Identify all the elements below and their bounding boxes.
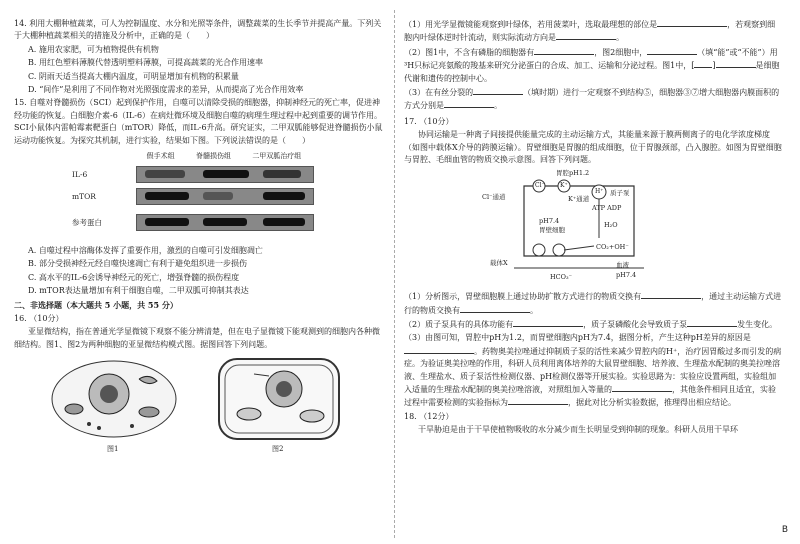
q17-part3-text-d: ，据此对比分析实验数据，推理得出相应结论。 — [568, 398, 736, 408]
diagram-k-ion: K⁺ — [560, 182, 568, 190]
q16-part1: （1）用光学显微镜能观察到叶绿体，若用菠菜叶，选取最理想的部位是 ，若观察到细胞内叶绿体逆时针流动，则实际流动方向是 。 — [404, 20, 776, 43]
band — [203, 192, 233, 200]
answer-blank[interactable] — [694, 59, 712, 68]
q14-option-a: A. 施用农家肥，可为植物提供有机物 — [28, 44, 159, 54]
answer-blank[interactable] — [534, 46, 594, 55]
blot-row-mtor: mTOR — [72, 191, 96, 201]
q15-stem: 15. 自噬对脊髓损伤（SCI）起到保护作用，自噬可以清除受损的细胞器，抑制神经元的死亡率，促进神经功能的恢复。白细胞介素-6（IL-6）在病灶微环境及细胞自噬的病理生理过程中起到重要的调节作用。SCI小鼠体内雷帕霉素靶蛋白（mTOR）降低，而IL-6升高。研究证实，二甲双胍能够促进脊髓损伤小鼠运动功能恢复。为探究其机制，进行实验，结果如下图。下列说法错误的是（ ） — [14, 98, 383, 145]
blot-strip-mtor — [136, 188, 314, 205]
q18-heading: 18. （12分） — [404, 411, 454, 421]
answer-blank[interactable] — [404, 345, 474, 354]
q17-part3: （3）由图可知，胃腔中pH为1.2，而胃壁细胞内pH为7.4，据图分析，产生这种pH差异的原因是。药物奥美拉唑通过抑制质子泵的活性来减少胃腔内的H⁺，治疗因胃酸过多而引发的病症。为验证奥美拉唑的作用，科研人员利用离体培养的大鼠胃壁细胞、培养液、生理盐水配制的奥美拉唑溶液、生理盐水、质子泵活性检测仪器、pH检测仪器等开展实验。实验思路为：实验应设置两组，实验组加入适量的生理盐水配制的奥美拉唑溶液，对照组加入等量的 ，其他条件相同且适宜，实验过程中需要检测的实验指标为 ，据此对比分析实验数据，推理得出相应结论。 — [404, 333, 782, 408]
column-divider — [394, 10, 395, 538]
q17-text: 协同运输是一种离子间接提供能量完成的主动运输方式，其能量来源于膜两侧离子的电化学浓度梯度（如图中载体X介导的跨膜运输）。胃壁细胞是胃腺的组成细胞，位于胃腺颈部，凸入腺腔。如图为胃壁细胞与胃腔、毛细血管的物质交换示意图。回答下列问题。 — [404, 130, 782, 164]
answer-blank[interactable] — [513, 318, 583, 327]
q17-part2-text-b: ，质子泵磷酸化会导致质子泵 — [583, 320, 688, 330]
q16-part2 — [404, 46, 782, 85]
right-column — [404, 18, 782, 438]
cell-figures — [14, 354, 384, 454]
q16-heading: 16. （10分） — [14, 313, 64, 323]
diagram-h2o: H₂O — [604, 221, 618, 230]
q16-part1-text: （1）用光学显微镜能观察到叶绿体，若用菠菜叶，选取最理想的部位是 — [404, 20, 658, 29]
blot-strip-reference — [136, 214, 314, 231]
page-letter: B — [781, 525, 788, 536]
q16-part2-text-c: （填“能”或“不能”）用³H只标记亮氨酸的羧基来研究分泌蛋白的合成、加工、运输和分泌过程。图1中，[ — [404, 47, 778, 71]
q16-part2-text-e: 是细胞代谢和遗传的控制中心。 — [404, 61, 780, 83]
blot-column-headers — [136, 151, 312, 162]
q14-option-d: D. “间作”是利用了不同作物对光照强度需求的差异，从而提高了光合作用效率 — [28, 84, 304, 94]
band — [263, 192, 305, 200]
diagram-cl-channel: Cl⁻通道 — [482, 193, 506, 202]
q17-part2-text-c: 发生变化。 — [737, 320, 778, 330]
blot-row-reference: 参考蛋白 — [72, 217, 102, 227]
answer-blank[interactable] — [716, 59, 756, 68]
diagram-co2: CO₂+OH⁻ — [596, 243, 629, 252]
q16-part2-text-d: ] — [712, 61, 716, 71]
diagram-cell-label: 胃壁细胞 — [539, 226, 565, 235]
q17-part1: （1）分析图示，胃壁细胞膜上通过协助扩散方式进行的物质交换有 ，通过主动运输方式进行的物质交换有 。 — [404, 292, 782, 315]
band — [145, 218, 189, 226]
diagram-cl-ion: Cl⁻ — [535, 182, 545, 190]
diagram-atp: ATP ADP — [592, 204, 622, 213]
answer-blank[interactable] — [473, 86, 523, 95]
q17-heading: 17. （10分） — [404, 116, 454, 126]
diagram-blood: 血液 — [616, 261, 629, 270]
blot-strip-il6 — [136, 166, 314, 183]
band — [145, 170, 185, 178]
diagram-proton-pump: 质子泵 — [610, 189, 630, 198]
blot-col-metformin: 二甲双胍治疗组 — [252, 151, 302, 160]
q16-part1-text-b: ，若观察到细胞内叶绿体逆时针流动，则实际流动方向是 — [404, 20, 776, 43]
diagram-ph-blood: pH7.4 — [616, 271, 637, 280]
diagram-hco3: HCO₃⁻ — [550, 273, 573, 282]
q15-option-d: D. mTOR表达量增加有利于细胞自噬，二甲双胍可抑制其表达 — [28, 286, 249, 296]
answer-blank[interactable] — [444, 99, 494, 108]
band — [263, 218, 305, 226]
q16-part3: （3）在有丝分裂的 （填时期）进行一定观察不到结构⑤，细胞器③⑦增大细胞器内膜面积的方式分别是 。 — [404, 87, 780, 111]
answer-blank[interactable] — [647, 46, 697, 55]
answer-blank[interactable] — [612, 383, 672, 392]
q16-part3-text: （3）在有丝分裂的 — [404, 87, 474, 97]
q14-option-b: B. 用红色塑料薄膜代替透明塑料薄膜，可提高蔬菜的光合作用速率 — [28, 58, 263, 68]
q14-stem: 14. 利用大棚种植蔬菜，可人为控制温度、水分和光照等条件，调整蔬菜的生长季节并提高产量。下列关于大棚种植蔬菜相关的措施及分析中，正确的是（ ） — [14, 19, 382, 41]
answer-blank[interactable] — [508, 396, 568, 405]
plant-cell-diagram — [214, 354, 344, 444]
q16-part3-text-b: （填时期）进行一定观察不到结构⑤，细胞器③⑦增大细胞器内膜面积的方式分别是 — [404, 87, 780, 111]
left-column — [14, 18, 384, 457]
answer-blank[interactable] — [556, 31, 616, 40]
band — [145, 192, 189, 200]
q16-part2-text-b: ，图2细胞中， — [594, 47, 648, 57]
figure2-caption: 图2 — [272, 445, 284, 454]
q17-part3-text-c: ，其他条件相同且适宜，实验过程中需要检测的实验指标为 — [404, 385, 776, 408]
western-blot-figure — [72, 151, 312, 241]
diagram-k-channel: K⁺通道 — [568, 195, 590, 204]
q14-option-c: C. 阴雨天适当提高大棚内温度，可明显增加有机物的积累量 — [28, 71, 239, 81]
q16-part2-text: （2）图1中，不含有磷脂的细胞器有 — [404, 47, 535, 57]
band — [203, 218, 247, 226]
q17-part3-text: （3）由图可知，胃腔中pH为1.2，而胃壁细胞内pH为7.4，据图分析，产生这种pH差异的原因是 — [404, 333, 751, 343]
q18-text: 干旱胁迫是由于干旱使植物吸收的水分减少而生长明显受到抑制的现象。科研人员用干旱环 — [418, 425, 738, 435]
answer-blank[interactable] — [687, 318, 737, 327]
q15-option-c: C. 高水平的IL-6会诱导神经元的死亡，增强脊髓的损伤程度 — [28, 272, 240, 282]
diagram-top-label: 胃腔pH1.2 — [556, 169, 590, 178]
q17-part2-text: （2）质子泵具有的具体功能有 — [404, 320, 514, 330]
answer-blank[interactable] — [460, 304, 530, 313]
band — [203, 170, 249, 178]
q17-part2 — [404, 318, 782, 331]
answer-blank[interactable] — [657, 18, 727, 27]
band — [263, 170, 301, 178]
blot-col-injury: 脊髓损伤组 — [195, 151, 231, 160]
diagram-ph-cell: pH7.4 — [539, 217, 560, 226]
figure1-caption: 图1 — [107, 445, 119, 454]
section-heading: 二、非选择题（本大题共 5 小题，共 55 分） — [14, 300, 178, 311]
q15-option-b: B. 部分受损神经元经自噬快速凋亡有利于避免组织进一步损伤 — [28, 259, 247, 269]
blot-col-sham: 假手术组 — [146, 151, 175, 160]
blot-row-il6: IL-6 — [72, 169, 88, 179]
parietal-cell-diagram — [482, 168, 654, 288]
q15-option-a: A. 自噬过程中溶酶体发挥了重要作用，激烈的自噬可引发细胞凋亡 — [28, 245, 263, 255]
animal-cell-diagram — [44, 354, 184, 444]
diagram-carrier-x: 载体X — [490, 259, 508, 268]
q17-part1-text-b: ，通过主动运输方式进行的物质交换有 — [404, 292, 782, 315]
q16-text: 亚显微结构，指在普通光学显微镜下观察不能分辨清楚，但在电子显微镜下能观测到的细胞内各种微细结构。图1、图2为两种细胞的亚显微结构模式图。据图回答下列问题。 — [14, 327, 380, 349]
diagram-h-ion: H⁺ — [595, 188, 604, 196]
q17-part1-text: （1）分析图示，胃壁细胞膜上通过协助扩散方式进行的物质交换有 — [404, 292, 642, 302]
q17-part3-text-b: 药物奥美拉唑通过抑制质子泵的活性来减少胃腔内的H⁺，治疗因胃酸过多而引发的病症。为验证奥美拉唑的作用，科研人员利用离体培养的大鼠胃壁细胞、培养液、生理盐水配制的奥美拉唑溶液、生理盐水、质子泵活性检测仪器、pH检测仪器等开展实验。实验思路为：实验应设置两组，实验组加入适量的生理盐水配制的奥美拉唑溶液，对照组加入等量的 — [404, 346, 782, 395]
answer-blank[interactable] — [641, 290, 701, 299]
